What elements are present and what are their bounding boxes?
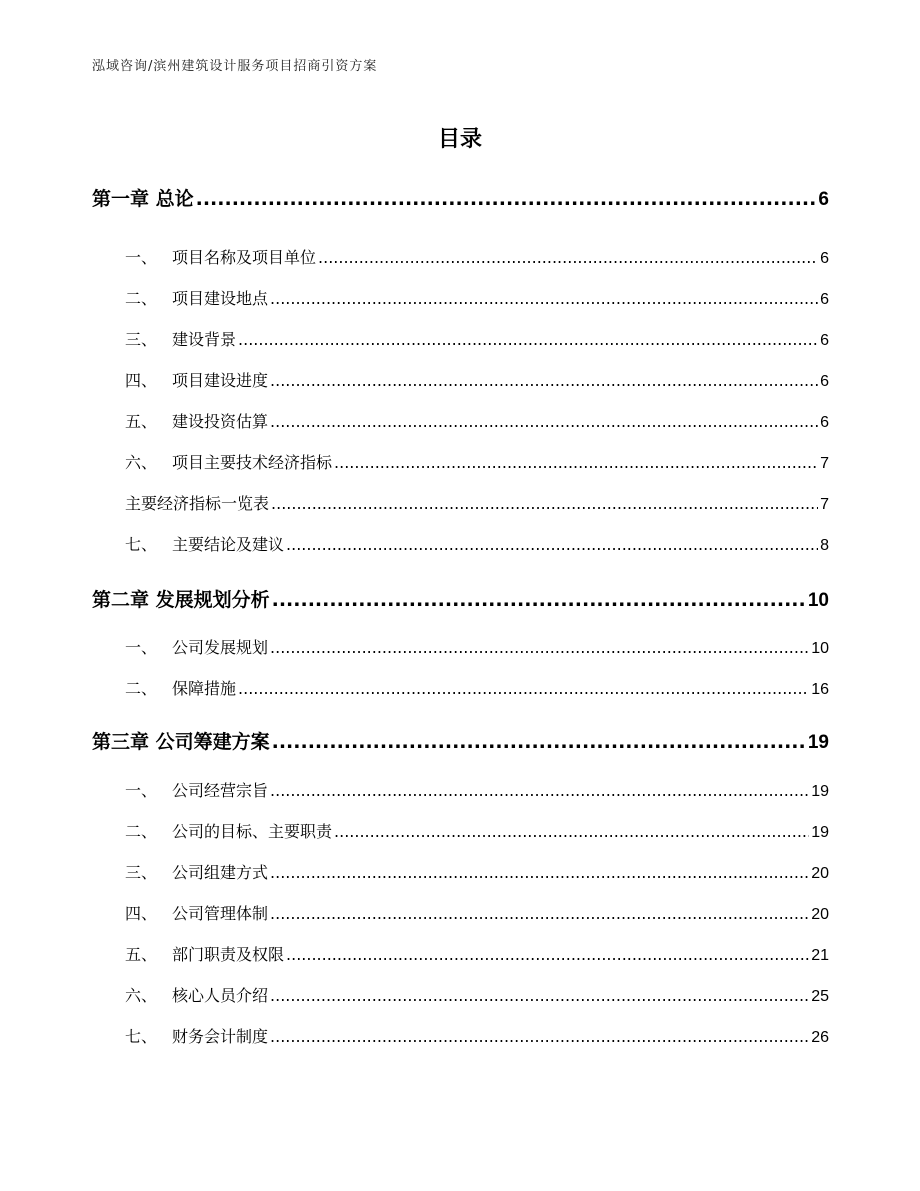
toc-title: 目录 bbox=[437, 127, 482, 152]
dot-leader bbox=[318, 248, 818, 267]
toc-entry-label: 公司发展规划 bbox=[172, 638, 269, 657]
toc-entry-label: 部门职责及权限 bbox=[172, 945, 285, 964]
toc-entry[interactable] bbox=[92, 245, 829, 268]
toc-entry-page: 7 bbox=[820, 455, 829, 472]
dot-leader bbox=[270, 986, 809, 1005]
dot-leader bbox=[270, 781, 809, 800]
toc-entry-number: 四、 bbox=[125, 371, 158, 390]
toc-entry-page: 19 bbox=[807, 732, 829, 753]
toc-entry-page: 6 bbox=[820, 291, 829, 308]
toc-entry-page: 6 bbox=[820, 414, 829, 431]
toc-entry-number: 三、 bbox=[125, 863, 158, 882]
toc-entry[interactable] bbox=[92, 532, 829, 555]
toc-entry[interactable] bbox=[92, 1024, 829, 1047]
toc-entry-page: 25 bbox=[811, 988, 829, 1005]
toc-entry-number: 七、 bbox=[125, 1027, 158, 1046]
toc-entry-number: 一、 bbox=[125, 638, 158, 657]
toc-entry-label: 核心人员介绍 bbox=[172, 986, 269, 1005]
toc-entry-label: 保障措施 bbox=[172, 679, 237, 698]
running-header: 泓域咨询/滨州建筑设计服务项目招商引资方案 bbox=[92, 59, 378, 74]
toc-entry[interactable] bbox=[92, 778, 829, 801]
toc-entry[interactable] bbox=[92, 676, 829, 699]
toc-entry-label: 项目建设地点 bbox=[172, 289, 269, 308]
toc-entry-label: 公司组建方式 bbox=[172, 863, 269, 882]
toc-entry-label: 项目建设进度 bbox=[172, 371, 269, 390]
toc-entry-page: 7 bbox=[820, 496, 829, 513]
toc-entry[interactable] bbox=[92, 286, 829, 309]
toc-entry-page: 10 bbox=[811, 640, 829, 657]
dot-leader bbox=[272, 589, 806, 611]
toc-entry-page: 6 bbox=[820, 250, 829, 267]
toc-entry-number: 三、 bbox=[125, 330, 158, 349]
toc-entry-page: 6 bbox=[818, 189, 829, 210]
toc-entry-page: 20 bbox=[811, 906, 829, 923]
toc-entry[interactable] bbox=[92, 368, 829, 391]
toc-entry[interactable] bbox=[92, 450, 829, 473]
toc-entry-number: 四、 bbox=[125, 904, 158, 923]
toc-entry[interactable] bbox=[92, 727, 829, 754]
toc-entry-label: 主要经济指标一览表 bbox=[125, 494, 270, 513]
dot-leader bbox=[270, 863, 809, 882]
toc-entry[interactable] bbox=[92, 635, 829, 658]
toc-entry-number: 一、 bbox=[125, 248, 158, 267]
toc-entry-label: 建设背景 bbox=[172, 330, 237, 349]
toc-entry-page: 19 bbox=[811, 783, 829, 800]
dot-leader bbox=[270, 904, 809, 923]
toc-entry-number: 二、 bbox=[125, 822, 158, 841]
toc-entry-page: 8 bbox=[820, 537, 829, 554]
toc-entry[interactable] bbox=[92, 409, 829, 432]
toc-entry-number: 六、 bbox=[125, 986, 158, 1005]
toc-entry[interactable] bbox=[92, 942, 829, 965]
dot-leader bbox=[334, 822, 809, 841]
toc-entry-page: 16 bbox=[811, 681, 829, 698]
dot-leader bbox=[271, 494, 818, 513]
toc-entry-number: 一、 bbox=[125, 781, 158, 800]
toc-entry-label: 项目名称及项目单位 bbox=[172, 248, 317, 267]
dot-leader bbox=[334, 453, 818, 472]
dot-leader bbox=[270, 371, 818, 390]
toc-entry-number: 五、 bbox=[125, 945, 158, 964]
dot-leader bbox=[270, 638, 809, 657]
toc-entry[interactable] bbox=[92, 860, 829, 883]
dot-leader bbox=[270, 412, 818, 431]
dot-leader bbox=[272, 731, 806, 753]
toc-entry-label: 第三章 公司筹建方案 bbox=[92, 731, 270, 753]
toc-entry-page: 21 bbox=[811, 947, 829, 964]
toc-entry[interactable] bbox=[92, 819, 829, 842]
toc-entry-label: 建设投资估算 bbox=[172, 412, 269, 431]
toc-entry[interactable] bbox=[92, 327, 829, 350]
toc-entry-label: 项目主要技术经济指标 bbox=[172, 453, 333, 472]
dot-leader bbox=[238, 679, 809, 698]
dot-leader bbox=[286, 945, 809, 964]
toc-entry[interactable] bbox=[92, 983, 829, 1006]
toc-entry-label: 主要结论及建议 bbox=[172, 535, 285, 554]
toc-entry-page: 20 bbox=[811, 865, 829, 882]
toc-entry-page: 26 bbox=[811, 1029, 829, 1046]
toc-entry-number: 二、 bbox=[125, 679, 158, 698]
dot-leader bbox=[196, 188, 817, 210]
toc-entry-number: 七、 bbox=[125, 535, 158, 554]
toc-entry-page: 19 bbox=[811, 824, 829, 841]
toc-entry-number: 二、 bbox=[125, 289, 158, 308]
toc-entry[interactable] bbox=[92, 585, 829, 612]
toc-entry-label: 第一章 总论 bbox=[92, 188, 194, 210]
dot-leader bbox=[270, 289, 818, 308]
toc-entry-label: 第二章 发展规划分析 bbox=[92, 589, 270, 611]
toc-entry[interactable] bbox=[92, 184, 829, 211]
dot-leader bbox=[270, 1027, 809, 1046]
toc-entry-label: 财务会计制度 bbox=[172, 1027, 269, 1046]
dot-leader bbox=[286, 535, 818, 554]
toc-entry-number: 五、 bbox=[125, 412, 158, 431]
toc-entry-page: 6 bbox=[820, 332, 829, 349]
toc-entry-label: 公司管理体制 bbox=[172, 904, 269, 923]
toc-entry-page: 10 bbox=[807, 590, 829, 611]
dot-leader bbox=[238, 330, 818, 349]
toc-entry-label: 公司的目标、主要职责 bbox=[172, 822, 333, 841]
toc-entry-label: 公司经营宗旨 bbox=[172, 781, 269, 800]
toc-entry-number: 六、 bbox=[125, 453, 158, 472]
toc-entry[interactable] bbox=[92, 901, 829, 924]
toc-entry[interactable] bbox=[92, 491, 829, 514]
toc-entry-page: 6 bbox=[820, 373, 829, 390]
